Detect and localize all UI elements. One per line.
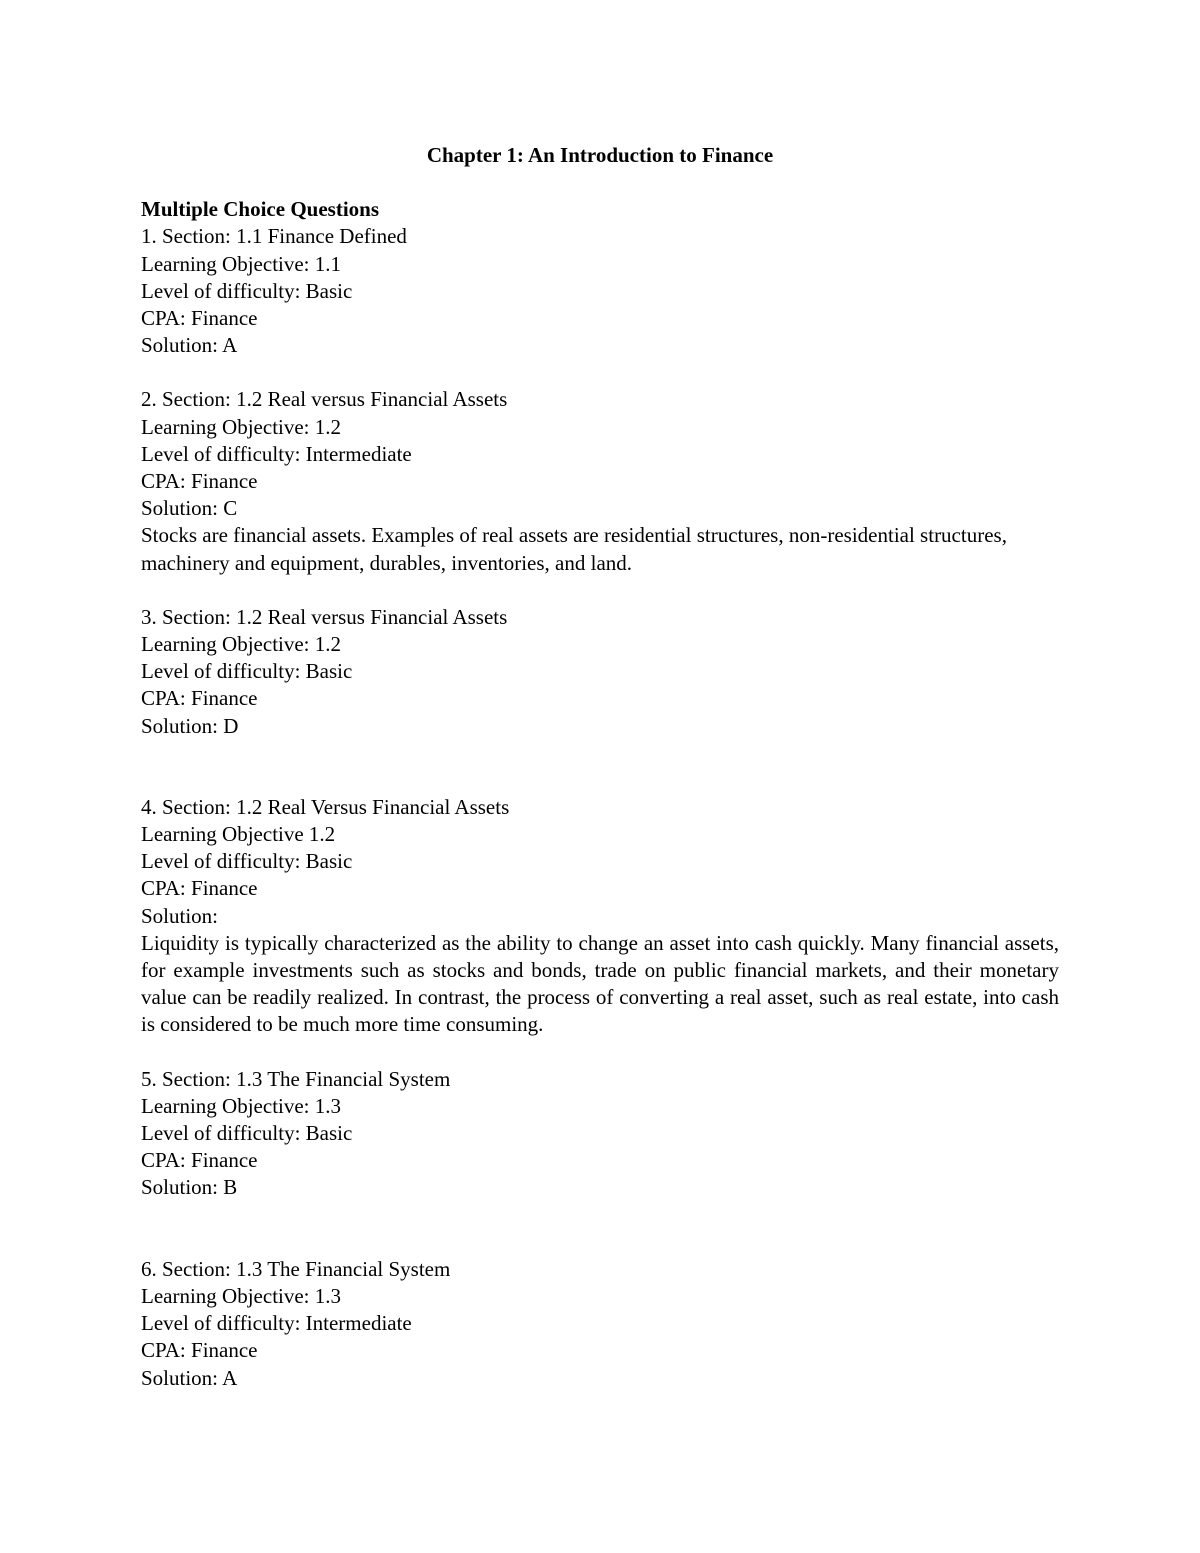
question-section: 3. Section: 1.2 Real versus Financial Assets <box>141 604 508 629</box>
spacer <box>141 740 1059 794</box>
spacer <box>141 1202 1059 1256</box>
spacer <box>141 359 1059 386</box>
question-solution: Solution: C <box>141 496 238 521</box>
question-cpa: CPA: Finance <box>141 469 258 494</box>
spacer <box>141 1039 1059 1066</box>
question-difficulty: Level of difficulty: Basic <box>141 1121 353 1146</box>
question-block-4 <box>141 794 1059 1039</box>
question-block-2 <box>141 386 1059 576</box>
question-section: 6. Section: 1.3 The Financial System <box>141 1256 451 1281</box>
question-block-5 <box>141 1066 1059 1202</box>
question-section: 4. Section: 1.2 Real Versus Financial Assets <box>141 794 510 819</box>
question-cpa: CPA: Finance <box>141 686 258 711</box>
question-solution: Solution: A <box>141 1365 238 1390</box>
spacer <box>141 169 1059 196</box>
question-block-1 <box>141 223 1059 359</box>
spacer <box>141 577 1059 604</box>
question-difficulty: Level of difficulty: Basic <box>141 659 353 684</box>
question-solution: Solution: D <box>141 713 239 738</box>
document-content <box>141 142 1059 1392</box>
question-block-3 <box>141 604 1059 740</box>
question-objective: Learning Objective: 1.3 <box>141 1093 342 1118</box>
question-difficulty: Level of difficulty: Intermediate <box>141 1311 412 1336</box>
section-heading: Multiple Choice Questions <box>141 197 380 222</box>
question-cpa: CPA: Finance <box>141 1148 258 1173</box>
question-objective: Learning Objective: 1.2 <box>141 414 342 439</box>
question-difficulty: Level of difficulty: Intermediate <box>141 441 412 466</box>
page-title: Chapter 1: An Introduction to Finance <box>426 143 774 167</box>
question-solution: Solution: <box>141 903 219 928</box>
question-objective: Learning Objective: 1.2 <box>141 632 342 657</box>
question-solution: Solution: A <box>141 333 238 358</box>
question-objective: Learning Objective: 1.3 <box>141 1283 342 1308</box>
question-explanation: Stocks are financial assets. Examples of real assets are residential structures, non-residential structures, machinery and equipment, durables, inventories, and land. <box>141 523 1007 575</box>
question-block-6 <box>141 1256 1059 1392</box>
question-solution: Solution: B <box>141 1175 238 1200</box>
question-difficulty: Level of difficulty: Basic <box>141 278 353 303</box>
question-objective: Learning Objective: 1.1 <box>141 251 342 276</box>
question-objective: Learning Objective 1.2 <box>141 822 336 847</box>
question-cpa: CPA: Finance <box>141 876 258 901</box>
question-cpa: CPA: Finance <box>141 1338 258 1363</box>
question-cpa: CPA: Finance <box>141 306 258 330</box>
question-section: 1. Section: 1.1 Finance Defined <box>141 224 407 249</box>
question-section: 5. Section: 1.3 The Financial System <box>141 1066 451 1091</box>
question-difficulty: Level of difficulty: Basic <box>141 849 353 874</box>
question-section: 2. Section: 1.2 Real versus Financial Assets <box>141 387 508 412</box>
question-explanation: Liquidity is typically characterized as the ability to change an asset into cash quickly. Many financial assets, for example investments such as stocks and bonds, trade on public financial markets, and their monetary value can be readily realized. In contrast, the process of converting a real asset, such as real estate, into cash is considered to be much more time consuming. <box>141 930 1059 1037</box>
